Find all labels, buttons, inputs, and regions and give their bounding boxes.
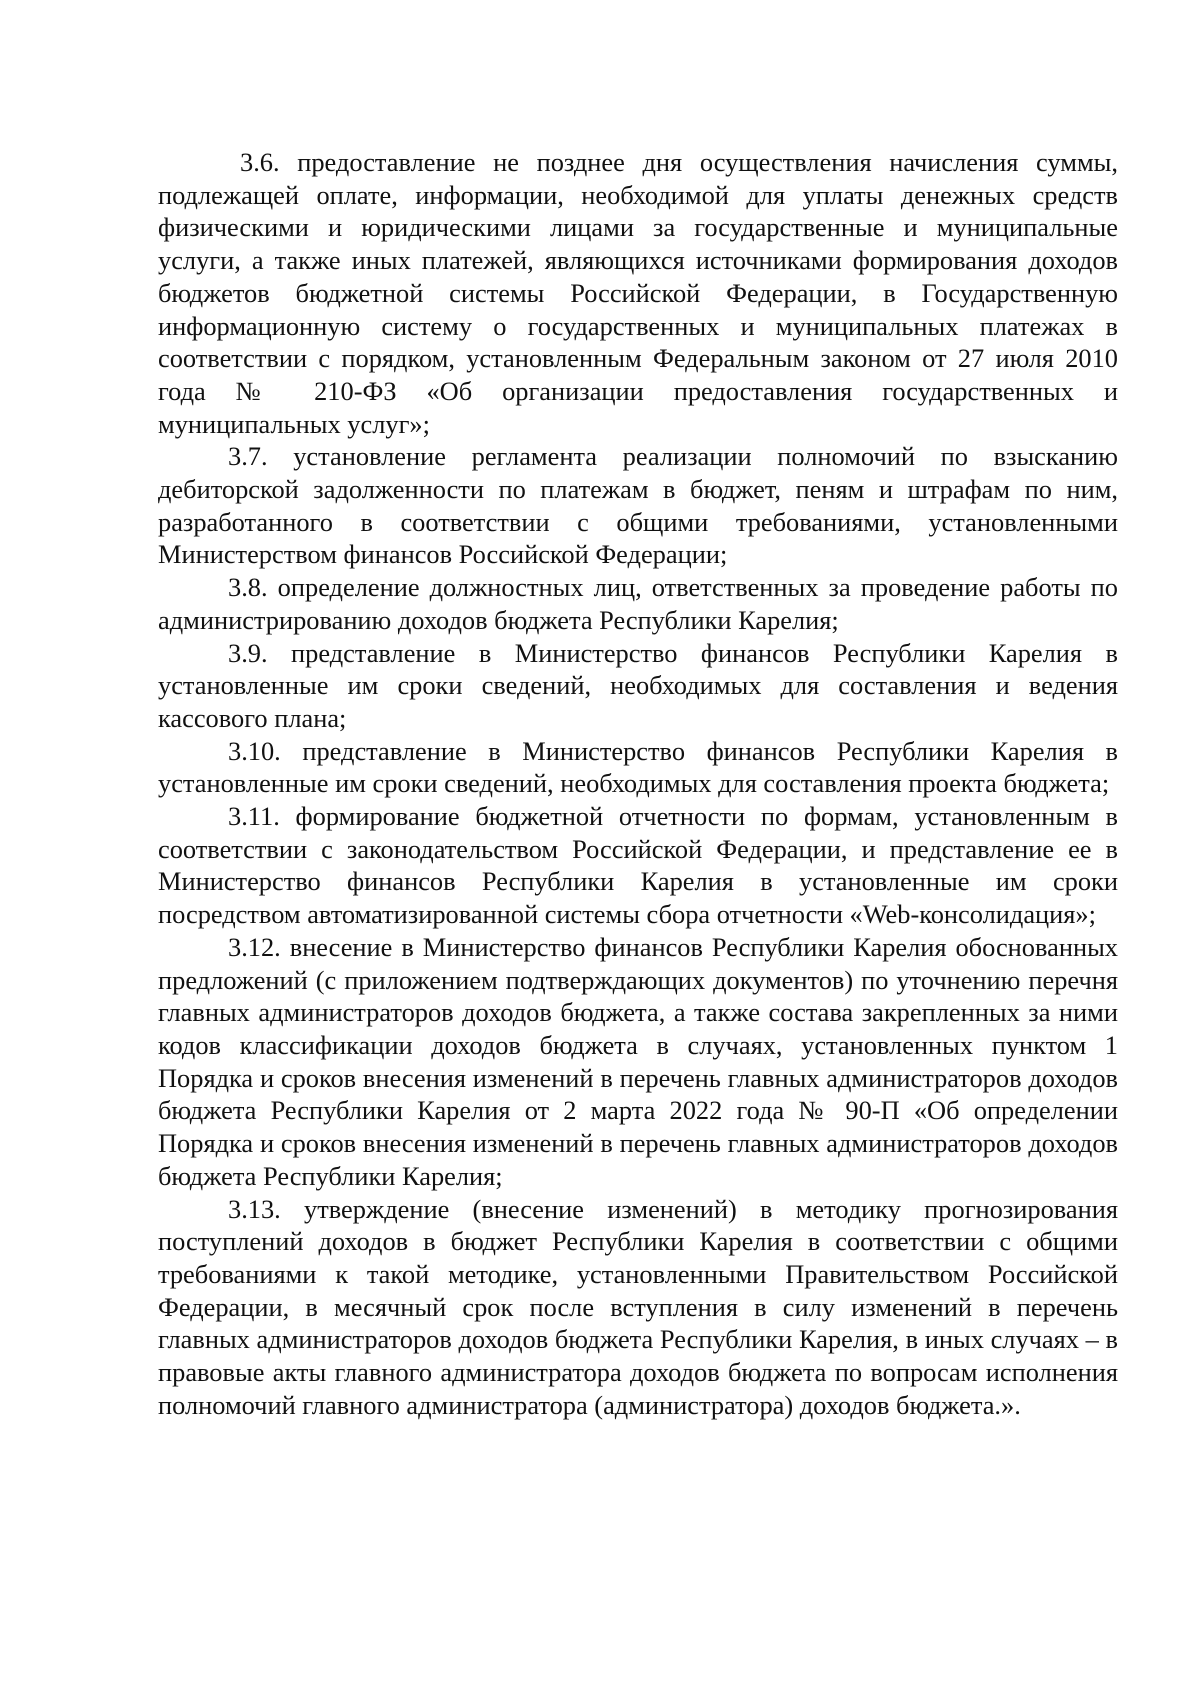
paragraph-3-10: 3.10. представление в Министерство финансов Республики Карелия в установленные им сроки сведений, необходимых для составления проекта бюджета; xyxy=(158,735,1118,799)
paragraph-3-13: 3.13. утверждение (внесение изменений) в методику прогнозирования поступлений доходов в бюджет Республики Карелия в соответствии с общими требованиями к такой методике, установленными Правительством Российской Федерации, в месячный срок после вступления в силу изменений в перечень главных администраторов доходов бюджета Республики Карелия, в иных случаях – в правовые акты главного администратора доходов бюджета по вопросам исполнения полномочий главного администратора (администратора) доходов бюджета.». xyxy=(158,1193,1118,1420)
paragraph-3-12: 3.12. внесение в Министерство финансов Республики Карелия обоснованных предложений (с приложением подтверждающих документов) по уточнению перечня главных администраторов доходов бюджета, а также состава закрепленных за ними кодов классификации доходов бюджета в случаях, установленных пунктом 1 Порядка и сроков внесения изменений в перечень главных администраторов доходов бюджета Республики Карелия от 2 марта 2022 года № 90-П «Об определении Порядка и сроков внесения изменений в перечень главных администраторов доходов бюджета Республики Карелия; xyxy=(158,931,1118,1191)
paragraph-3-11: 3.11. формирование бюджетной отчетности по формам, установленным в соответствии с законодательством Российской Федерации, и представление ее в Министерство финансов Республики Карелия в установленные им сроки посредством автоматизированной системы сбора отчетности «Web-консолидация»; xyxy=(158,801,1118,930)
paragraph-3-7: 3.7. установление регламента реализации полномочий по взысканию дебиторской задолженности по платежам в бюджет, пеням и штрафам по ним, разработанного в соответствии с общими требованиями, установленными Министерством финансов Российской Федерации; xyxy=(158,441,1118,570)
paragraph-3-8: 3.8. определение должностных лиц, ответственных за проведение работы по администрированию доходов бюджета Республики Карелия; xyxy=(158,572,1118,635)
paragraph-3-6: 3.6. предоставление не позднее дня осуществления начисления суммы, подлежащей оплате, информации, необходимой для уплаты денежных средств физическими и юридическими лицами за государственные и муниципальные услуги, а также иных платежей, являющихся источниками формирования доходов бюджетов бюджетной системы Российской Федерации, в Государственную информационную систему о государственных и муниципальных платежах в соответствии с порядком, установленным Федеральным законом от 27 июля 2010 года № 210-ФЗ «Об организации предоставления государственных и муниципальных услуг»; xyxy=(158,147,1118,439)
document-body xyxy=(158,146,1118,1421)
paragraph-3-9: 3.9. представление в Министерство финансов Республики Карелия в установленные им сроки сведений, необходимых для составления и ведения кассового плана; xyxy=(158,637,1118,733)
